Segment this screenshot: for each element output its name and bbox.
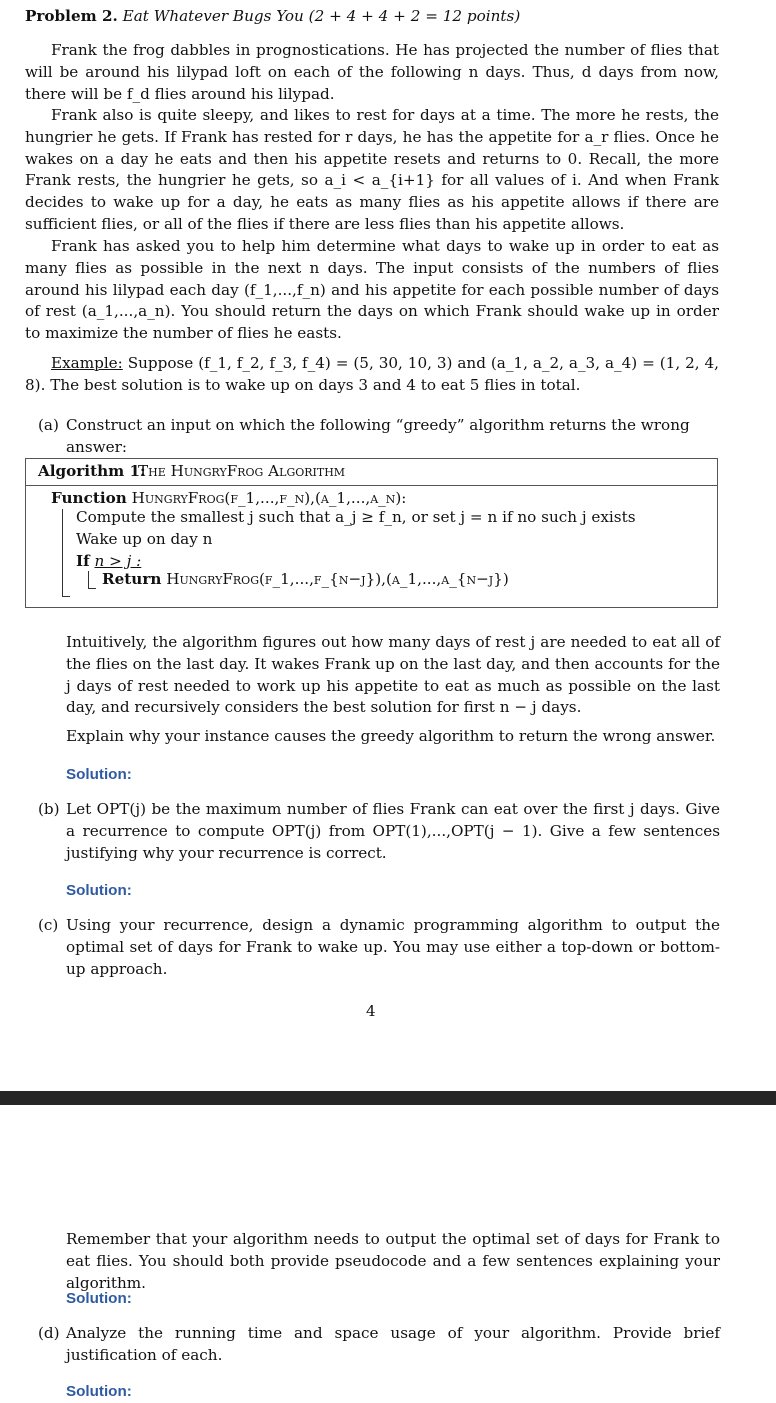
if-block-foot bbox=[88, 588, 96, 589]
part-c-text: Using your recurrence, design a dynamic programming algorithm to output the optimal set of days for Frank to wake up. You may use either a top-down or bottom-up approach. bbox=[66, 916, 720, 978]
function-keyword: Function bbox=[51, 489, 127, 507]
algorithm-return-line bbox=[102, 569, 509, 591]
if-keyword: If bbox=[76, 552, 90, 570]
algorithm-caption-name: The HungryFrog Algorithm bbox=[138, 462, 346, 480]
part-b-label: (b) bbox=[38, 800, 60, 818]
part-c-label: (c) bbox=[38, 916, 59, 934]
if-block-bar bbox=[88, 571, 89, 589]
algorithm-caption bbox=[26, 459, 717, 486]
part-a-solution: Solution: bbox=[66, 766, 132, 783]
intro-paragraph-3: Frank has asked you to help him determine what days to wake up in order to eat as many flies as possible in the next n days. The input consists of the numbers of flies around his lilypad each day (f_1,...,f_n) and his appetite for each possible number of days of rest (a_1,...,a_n). You should return the days on which Frank should wake up in order to maximize the number of flies he easts. bbox=[25, 237, 719, 343]
algorithm-caption-label: Algorithm 1: bbox=[38, 462, 146, 480]
algorithm-block-bar bbox=[62, 509, 63, 597]
intro-paragraph-1: Frank the frog dabbles in prognostications. He has projected the number of flies that will be around his lilypad loft on each of the following n days. Thus, d days from now, there will be f_d flies around his lilypad. bbox=[25, 41, 719, 103]
problem-label: Problem 2. bbox=[25, 7, 118, 25]
algorithm-line-1: Compute the smallest j such that a_j ≥ f_n, or set j = n if no such j exists bbox=[76, 508, 636, 526]
part-c-solution: Solution: bbox=[66, 1290, 132, 1307]
algorithm-block-foot bbox=[62, 596, 70, 597]
example-paragraph bbox=[25, 353, 719, 397]
part-b-text: Let OPT(j) be the maximum number of flies Frank can eat over the first j days. Give a recurrence to compute OPT(j) from OPT(1),...,OPT(j − 1). Give a few sentences justifying why your recurrence is correct. bbox=[66, 800, 720, 862]
example-text: Suppose (f_1, f_2, f_3, f_4) = (5, 30, 10, 3) and (a_1, a_2, a_3, a_4) = (1, 2, 4, 8). The best solution is to wake up on days 3 and 4 to eat 5 flies in total. bbox=[25, 354, 719, 394]
part-a-text: Construct an input on which the following “greedy” algorithm returns the wrong answer: bbox=[66, 416, 690, 456]
page-number: 4 bbox=[366, 1002, 376, 1020]
problem-title: Eat Whatever Bugs You (2 + 4 + 4 + 2 = 12 points) bbox=[122, 7, 521, 25]
if-condition: n > j : bbox=[94, 552, 142, 570]
part-a-label: (a) bbox=[38, 416, 59, 434]
example-label: Example: bbox=[51, 354, 123, 372]
algorithm-box bbox=[25, 458, 718, 608]
part-d-label: (d) bbox=[38, 1324, 60, 1342]
return-keyword: Return bbox=[102, 570, 162, 588]
return-call: HungryFrog(f_1,...,f_{n−j}),(a_1,...,a_{n−j}) bbox=[166, 570, 509, 588]
intro-paragraph-2: Frank also is quite sleepy, and likes to rest for days at a time. The more he rests, the hungrier he gets. If Frank has rested for r days, he has the appetite for a_r flies. Once he wakes on a day he eats and then his appetite resets and returns to 0. Recall, the more Frank rests, the hungrier he gets, so a_i < a_{i+1} for all values of i. And when Frank decides to wake up for a day, he eats as many flies as his appetite allows if there are sufficient flies, or all of the flies if there are less flies than his appetite allows. bbox=[25, 106, 719, 233]
problem-header bbox=[25, 6, 719, 28]
part-b-solution: Solution: bbox=[66, 882, 132, 899]
part-c-continuation: Remember that your algorithm needs to output the optimal set of days for Frank to eat flies. You should both provide pseudocode and a few sentences explaining your algorithm. bbox=[66, 1230, 720, 1292]
part-a-intuition: Intuitively, the algorithm figures out how many days of rest j are needed to eat all of the flies on the last day. It wakes Frank up on the last day, and then accounts for the j days of rest needed to work up his appetite to eat as much as possible on the last day, and recursively considers the best solution for first n − j days. bbox=[66, 633, 720, 717]
part-d-text: Analyze the running time and space usage of your algorithm. Provide brief justification of each. bbox=[66, 1324, 720, 1364]
part-a-explain: Explain why your instance causes the greedy algorithm to return the wrong answer. bbox=[66, 727, 716, 745]
page-divider bbox=[0, 1091, 776, 1105]
algorithm-line-2: Wake up on day n bbox=[76, 530, 213, 548]
part-d-solution: Solution: bbox=[66, 1383, 132, 1400]
function-signature: HungryFrog(f_1,...,f_n),(a_1,...,a_n): bbox=[131, 489, 407, 507]
